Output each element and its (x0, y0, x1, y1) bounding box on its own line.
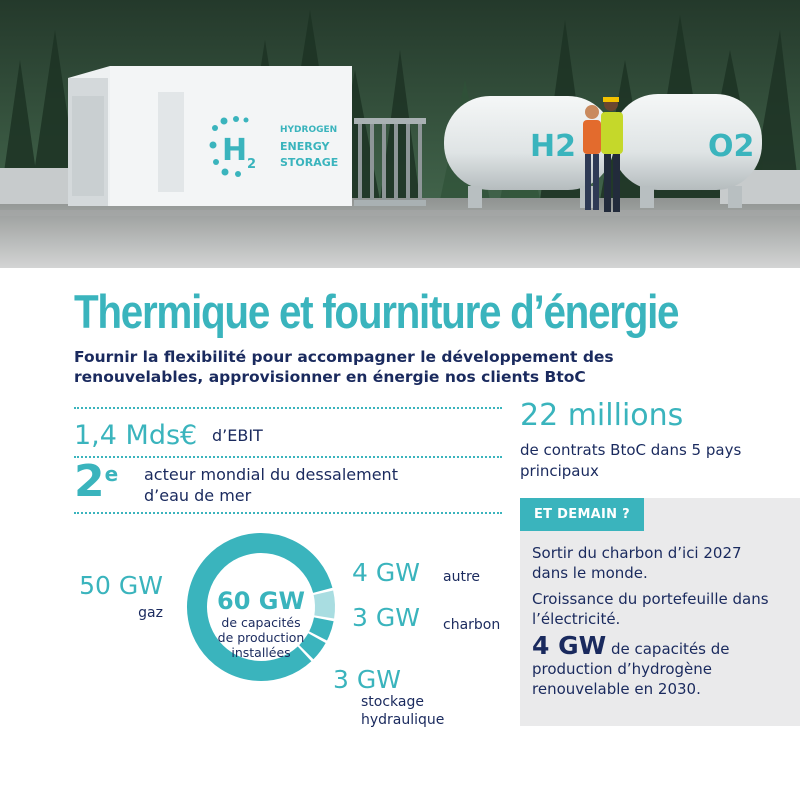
container-label-3: STORAGE (280, 156, 339, 169)
donut-center-label-line: de capacités (221, 615, 301, 630)
tank-h2-label: H2 (530, 129, 576, 164)
slice-value-charbon: 3 GW (352, 603, 420, 632)
hydrogen-site-illustration (0, 0, 800, 268)
slice-label-autre: autre (443, 569, 481, 585)
donut-slice-charbon (318, 619, 324, 636)
container-label-1: HYDROGEN (280, 125, 338, 135)
slice-value-stockage-hydraulique: 3 GW (333, 665, 401, 694)
rank-number: 2 (74, 456, 105, 507)
donut-slice-autre (323, 593, 325, 617)
dotted-divider-top (74, 407, 502, 409)
outlook-hydrogen-value: 4 GW (532, 631, 607, 660)
page-title: Thermique et fourniture d’énergie (74, 285, 679, 338)
slice-value-gaz: 50 GW (79, 571, 163, 600)
dotted-divider-bottom (74, 512, 502, 514)
rank-suffix: e (104, 462, 119, 486)
donut-slice-stockage-hydraulique (306, 638, 317, 652)
donut-center-label-line: installées (231, 645, 291, 660)
slice-label-stockage-hydraulique: hydraulique (361, 712, 445, 728)
donut-center-value: 60 GW (217, 587, 305, 615)
rank-label: acteur mondial du dessalement d’eau de mer (144, 465, 398, 505)
slice-value-autre: 4 GW (352, 558, 420, 587)
ebit-value: 1,4 Mds€ (74, 420, 198, 451)
slice-label-stockage-hydraulique: stockage (361, 694, 424, 710)
outlook-tag: ET DEMAIN ? (520, 498, 644, 531)
container-label-2: ENERGY (280, 140, 330, 153)
donut-center-label-line: de production (217, 630, 305, 645)
tank-o2-label: O2 (708, 129, 755, 164)
rank-value (74, 456, 119, 507)
hero-photo (0, 0, 800, 268)
outlook-coal-exit: Sortir du charbon d’ici 2027 dans le monde. (532, 544, 742, 582)
dotted-divider-middle (74, 456, 502, 458)
ebit-label: d’EBIT (212, 426, 263, 445)
outlook-hydrogen-text: de capacités de production d’hydrogène renouvelable en 2030. (532, 640, 730, 698)
slice-label-charbon: charbon (443, 617, 501, 633)
page-subtitle: Fournir la flexibilité pour accompagner le développement des renouvelables, approvisionner en énergie nos clients BtoC (74, 348, 614, 386)
outlook-hydrogen (532, 631, 782, 699)
slice-label-gaz: gaz (138, 605, 163, 621)
contracts-label: de contrats BtoC dans 5 pays principaux (520, 441, 742, 480)
h2-logo-sub: 2 (247, 157, 257, 172)
outlook-electricity-growth: Croissance du portefeuille dans l’électricité. (532, 590, 769, 628)
contracts-value: 22 millions (520, 398, 684, 433)
h2-logo: H (222, 133, 248, 168)
capacity-donut-chart (0, 530, 510, 730)
